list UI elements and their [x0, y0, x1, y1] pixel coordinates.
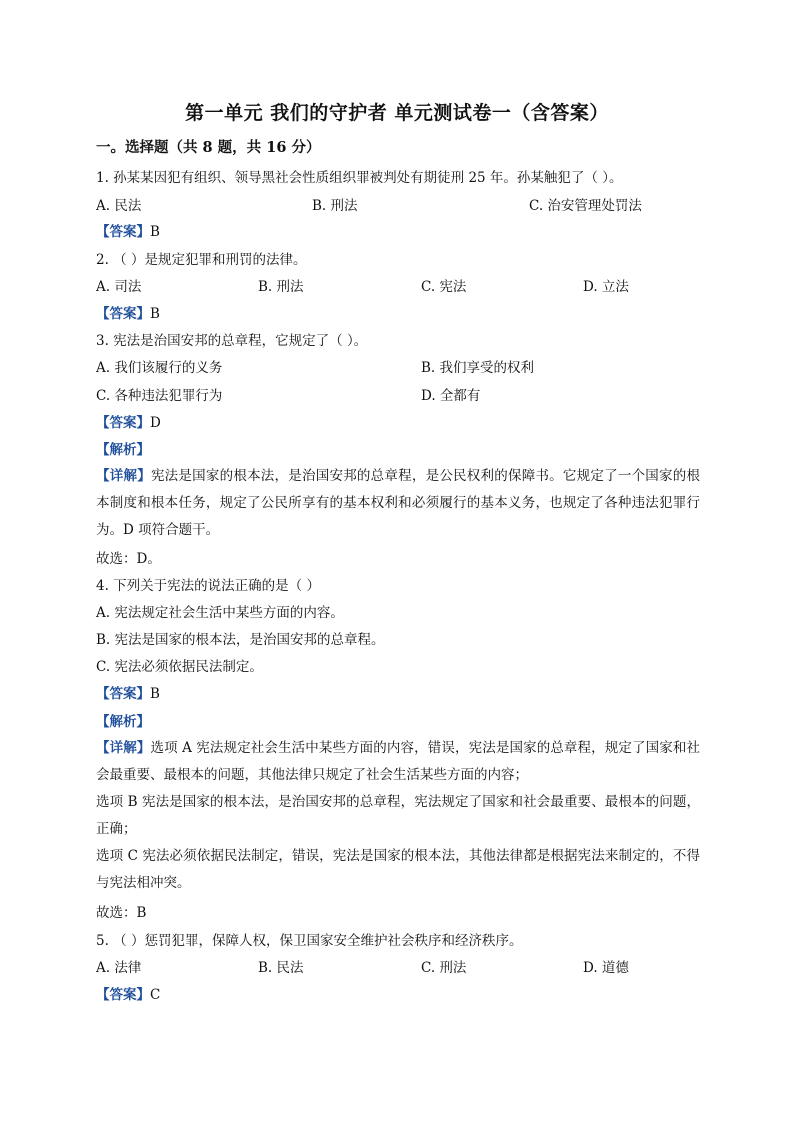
answer-tag: 【答案】 — [96, 224, 150, 240]
q3-answer-value: D — [150, 415, 161, 431]
q4-option-b: B. 宪法是国家的根本法，是治国安邦的总章程。 — [96, 632, 385, 648]
q4-answer — [96, 684, 160, 704]
q2-option-a: A. 司法 — [96, 279, 142, 295]
q4-analysis — [96, 712, 150, 732]
q3-option-a: A. 我们该履行的义务 — [96, 360, 223, 376]
q1-option-c: C. 治安管理处罚法 — [529, 198, 642, 214]
question-5-stem: 5. （ ）惩罚犯罪，保障人权，保卫国家安全维护社会秩序和经济秩序。 — [96, 933, 523, 949]
q3-option-c: C. 各种违法犯罪行为 — [96, 388, 223, 404]
q3-detail — [96, 463, 700, 544]
q5-option-b: B. 民法 — [258, 960, 304, 976]
q4-conclusion: 故选：B — [96, 905, 147, 921]
q4-detail-text: 选项 A 宪法规定社会生活中某些方面的内容，错误，宪法是国家的总章程，规定了国家和社会最重要、最根本的问题，其他法律只规定了社会生活某些方面的内容； — [96, 740, 700, 783]
q4-detail-c: 选项 C 宪法必须依据民法制定，错误，宪法是国家的根本法，其他法律都是根据宪法来制定的，不得与宪法相冲突。 — [96, 848, 700, 891]
q2-answer — [96, 304, 160, 324]
question-4-stem: 4. 下列关于宪法的说法正确的是（ ） — [96, 578, 320, 594]
page-title: 第一单元 我们的守护者 单元测试卷一（含答案） — [185, 102, 609, 124]
q2-answer-value: B — [150, 306, 160, 322]
question-3-stem: 3. 宪法是治国安邦的总章程，它规定了（ ）。 — [96, 333, 368, 349]
answer-tag: 【答案】 — [96, 686, 150, 702]
question-2-stem: 2. （ ）是规定犯罪和刑罚的法律。 — [96, 252, 307, 268]
q1-answer — [96, 222, 160, 242]
q5-option-d: D. 道德 — [583, 960, 629, 976]
q1-answer-value: B — [150, 224, 160, 240]
q4-option-c: C. 宪法必须依据民法制定。 — [96, 659, 263, 675]
detail-tag: 【详解】 — [96, 468, 151, 484]
answer-tag: 【答案】 — [96, 415, 150, 431]
question-1-stem: 1. 孙某某因犯有组织、领导黑社会性质组织罪被判处有期徒刑 25 年。孙某触犯了（ ）。 — [96, 170, 623, 186]
q1-option-a: A. 民法 — [96, 198, 142, 214]
q4-detail — [96, 735, 700, 789]
q5-option-a: A. 法律 — [96, 960, 142, 976]
q2-option-d: D. 立法 — [583, 279, 629, 295]
answer-tag: 【答案】 — [96, 987, 150, 1003]
q1-option-b: B. 刑法 — [312, 198, 358, 214]
q5-answer-value: C — [150, 987, 161, 1003]
q3-option-d: D. 全都有 — [421, 388, 481, 404]
q5-answer — [96, 985, 160, 1005]
answer-tag: 【答案】 — [96, 306, 150, 322]
q5-option-c: C. 刑法 — [421, 960, 467, 976]
section-heading: 一。选择题（共 8 题，共 16 分） — [96, 139, 321, 156]
q3-detail-text: 宪法是国家的根本法，是治国安邦的总章程，是公民权利的保障书。它规定了一个国家的根本制度和根本任务，规定了公民所享有的基本权利和必须履行的基本义务，也规定了各种违法犯罪行为。D 项符合题干。 — [96, 468, 701, 538]
q4-option-a: A. 宪法规定社会生活中某些方面的内容。 — [96, 605, 344, 621]
q2-option-c: C. 宪法 — [421, 279, 467, 295]
q3-option-b: B. 我们享受的权利 — [421, 360, 535, 376]
analysis-tag: 【解析】 — [96, 442, 150, 458]
detail-tag: 【详解】 — [96, 740, 151, 756]
q3-analysis — [96, 440, 150, 460]
q3-conclusion: 故选：D。 — [96, 551, 161, 567]
q4-answer-value: B — [150, 686, 160, 702]
q2-option-b: B. 刑法 — [258, 279, 304, 295]
analysis-tag: 【解析】 — [96, 714, 150, 730]
q4-detail-b: 选项 B 宪法是国家的根本法，是治国安邦的总章程，宪法规定了国家和社会最重要、最根本的问题，正确； — [96, 794, 700, 837]
q3-answer — [96, 413, 161, 433]
